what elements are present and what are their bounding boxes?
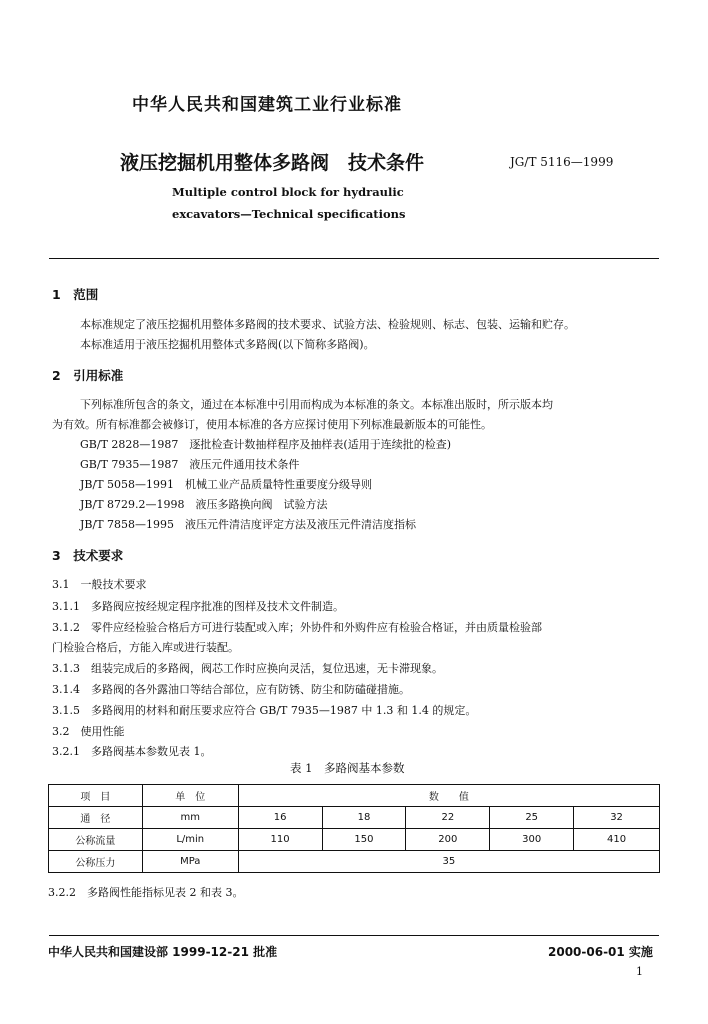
table-cell: 22 (406, 807, 490, 829)
section-3-heading: 3 技术要求 (52, 548, 124, 563)
reference-item: GB/T 7935—1987 液压元件通用技术条件 (80, 458, 300, 471)
clause-3-1-2-line1: 3.1.2 零件应经检验合格后方可进行装配或入库；外协件和外购件应有检验合格证，并由质量检验部 (52, 621, 542, 634)
table-1-caption: 表 1 多路阀基本参数 (290, 761, 405, 775)
clause-3-2: 3.2 使用性能 (52, 725, 125, 738)
document-title-cn: 液压挖掘机用整体多路阀 技术条件 (120, 152, 425, 174)
clause-3-2-2: 3.2.2 多路阀性能指标见表 2 和表 3。 (48, 886, 244, 899)
header-divider (49, 258, 659, 259)
table-cell: 110 (238, 829, 322, 851)
table-cell: 通 径 (49, 807, 143, 829)
table-cell: 300 (490, 829, 574, 851)
reference-item: JB/T 5058—1991 机械工业产品质量特性重要度分级导则 (80, 478, 373, 491)
implementation-date: 2000-06-01 实施 (548, 945, 653, 959)
table-cell: L/min (142, 829, 238, 851)
clause-3-1-5: 3.1.5 多路阀用的材料和耐压要求应符合 GB/T 7935—1987 中 1.3 和 1.4 的规定。 (52, 704, 477, 717)
page-number: 1 (636, 965, 643, 978)
table-cell: 410 (574, 829, 660, 851)
reference-item: JB/T 7858—1995 液压元件清洁度评定方法及液压元件清洁度指标 (80, 518, 417, 531)
section-1-para-1: 本标准规定了液压挖掘机用整体多路阀的技术要求、试验方法、检验规则、标志、包装、运输和贮存。 (80, 318, 575, 331)
issuing-body: 中华人民共和国建筑工业行业标准 (132, 95, 402, 115)
table-cell: 公称流量 (49, 829, 143, 851)
section-2-para-line2: 为有效。所有标准都会被修订，使用本标准的各方应探讨使用下列标准最新版本的可能性。 (52, 418, 492, 431)
table-header-cell: 项 目 (49, 785, 143, 807)
table-cell: 32 (574, 807, 660, 829)
section-2-heading: 2 引用标准 (52, 368, 124, 383)
table-row (49, 829, 660, 851)
clause-3-1-4: 3.1.4 多路阀的各外露油口等结合部位，应有防锈、防尘和防磕碰措施。 (52, 683, 410, 696)
table-cell: 25 (490, 807, 574, 829)
reference-item: JB/T 8729.2—1998 液压多路换向阀 试验方法 (80, 498, 328, 511)
table-1 (48, 784, 660, 873)
table-cell: 公称压力 (49, 851, 143, 873)
table-cell: 35 (238, 851, 659, 873)
table-cell: 16 (238, 807, 322, 829)
clause-3-2-1: 3.2.1 多路阀基本参数见表 1。 (52, 745, 212, 758)
document-title-en-line1: Multiple control block for hydraulic (172, 185, 404, 199)
approval-note: 中华人民共和国建设部 1999-12-21 批准 (48, 945, 278, 959)
standard-number: JG/T 5116—1999 (510, 155, 614, 169)
reference-item: GB/T 2828—1987 逐批检查计数抽样程序及抽样表(适用于连续批的检查) (80, 438, 451, 451)
section-1-heading: 1 范围 (52, 287, 99, 302)
table-cell: mm (142, 807, 238, 829)
table-header-row (49, 785, 660, 807)
clause-3-1: 3.1 一般技术要求 (52, 578, 147, 591)
table-header-cell: 单 位 (142, 785, 238, 807)
clause-3-1-1: 3.1.1 多路阀应按经规定程序批准的图样及技术文件制造。 (52, 600, 344, 613)
table-cell: MPa (142, 851, 238, 873)
section-2-para-line1: 下列标准所包含的条文，通过在本标准中引用而构成为本标准的条文。本标准出版时，所示版本均 (80, 398, 553, 411)
table-cell: 200 (406, 829, 490, 851)
clause-3-1-2-line2: 门检验合格后，方能入库或进行装配。 (52, 641, 239, 654)
document-title-en-line2: excavators—Technical specifications (172, 207, 406, 221)
clause-3-1-3: 3.1.3 组装完成后的多路阀，阀芯工作时应换向灵活，复位迅速，无卡滞现象。 (52, 662, 443, 675)
table-header-cell: 数 值 (238, 785, 659, 807)
table-cell: 150 (322, 829, 406, 851)
table-row (49, 851, 660, 873)
section-1-para-2: 本标准适用于液压挖掘机用整体式多路阀(以下简称多路阀)。 (80, 338, 375, 351)
table-cell: 18 (322, 807, 406, 829)
table-row (49, 807, 660, 829)
footer-divider (49, 935, 659, 936)
